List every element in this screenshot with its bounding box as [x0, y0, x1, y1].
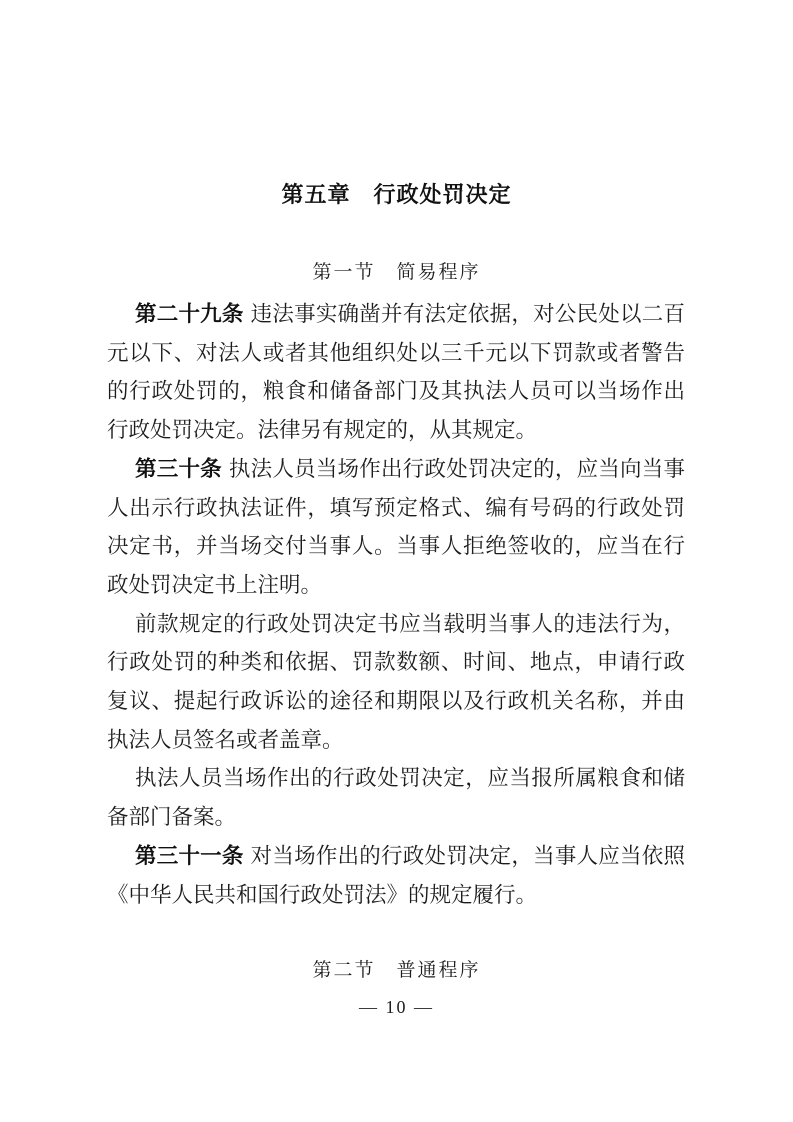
- article-number: 第二十九条: [135, 302, 244, 326]
- paragraph-text: 执法人员当场作出行政处罚决定的，应当向当事人出示行政执法证件，填写预定格式、编有号码的行政处罚决定书，并当场交付当事人。当事人拒绝签收的，应当在行政处罚决定书上注明。: [107, 456, 685, 597]
- paragraph: [107, 450, 685, 605]
- paragraph-text: 对当场作出的行政处罚决定，当事人应当依照《中华人民共和国行政处罚法》的规定履行。: [107, 843, 685, 907]
- page-number: — 10 —: [359, 997, 434, 1018]
- chapter-title: 第五章 行政处罚决定: [281, 182, 512, 207]
- article-number: 第三十一条: [135, 843, 244, 868]
- paragraph-text: 执法人员当场作出的行政处罚决定，应当报所属粮食和储备部门备案。: [107, 766, 685, 830]
- paragraph: [107, 605, 685, 760]
- article-paragraphs: [107, 295, 685, 914]
- section-2-title: 第二节 普通程序: [312, 960, 481, 982]
- paragraph: [107, 837, 685, 914]
- paragraph: [107, 759, 685, 836]
- paragraph: [107, 295, 685, 450]
- paragraph-text: 违法事实确凿并有法定依据，对公民处以二百元以下、对法人或者其他组织处以三千元以下罚款或者警告的行政处罚的，粮食和储备部门及其执法人员可以当场作出行政处罚决定。法律另有规定的，从其规定。: [107, 302, 685, 443]
- article-number: 第三十条: [135, 456, 222, 481]
- paragraph-text: 前款规定的行政处罚决定书应当载明当事人的违法行为，行政处罚的种类和依据、罚款数额、时间、地点，申请行政复议、提起行政诉讼的途径和期限以及行政机关名称，并由执法人员签名或者盖章。: [107, 611, 685, 752]
- section-1-title: 第一节 简易程序: [312, 262, 481, 283]
